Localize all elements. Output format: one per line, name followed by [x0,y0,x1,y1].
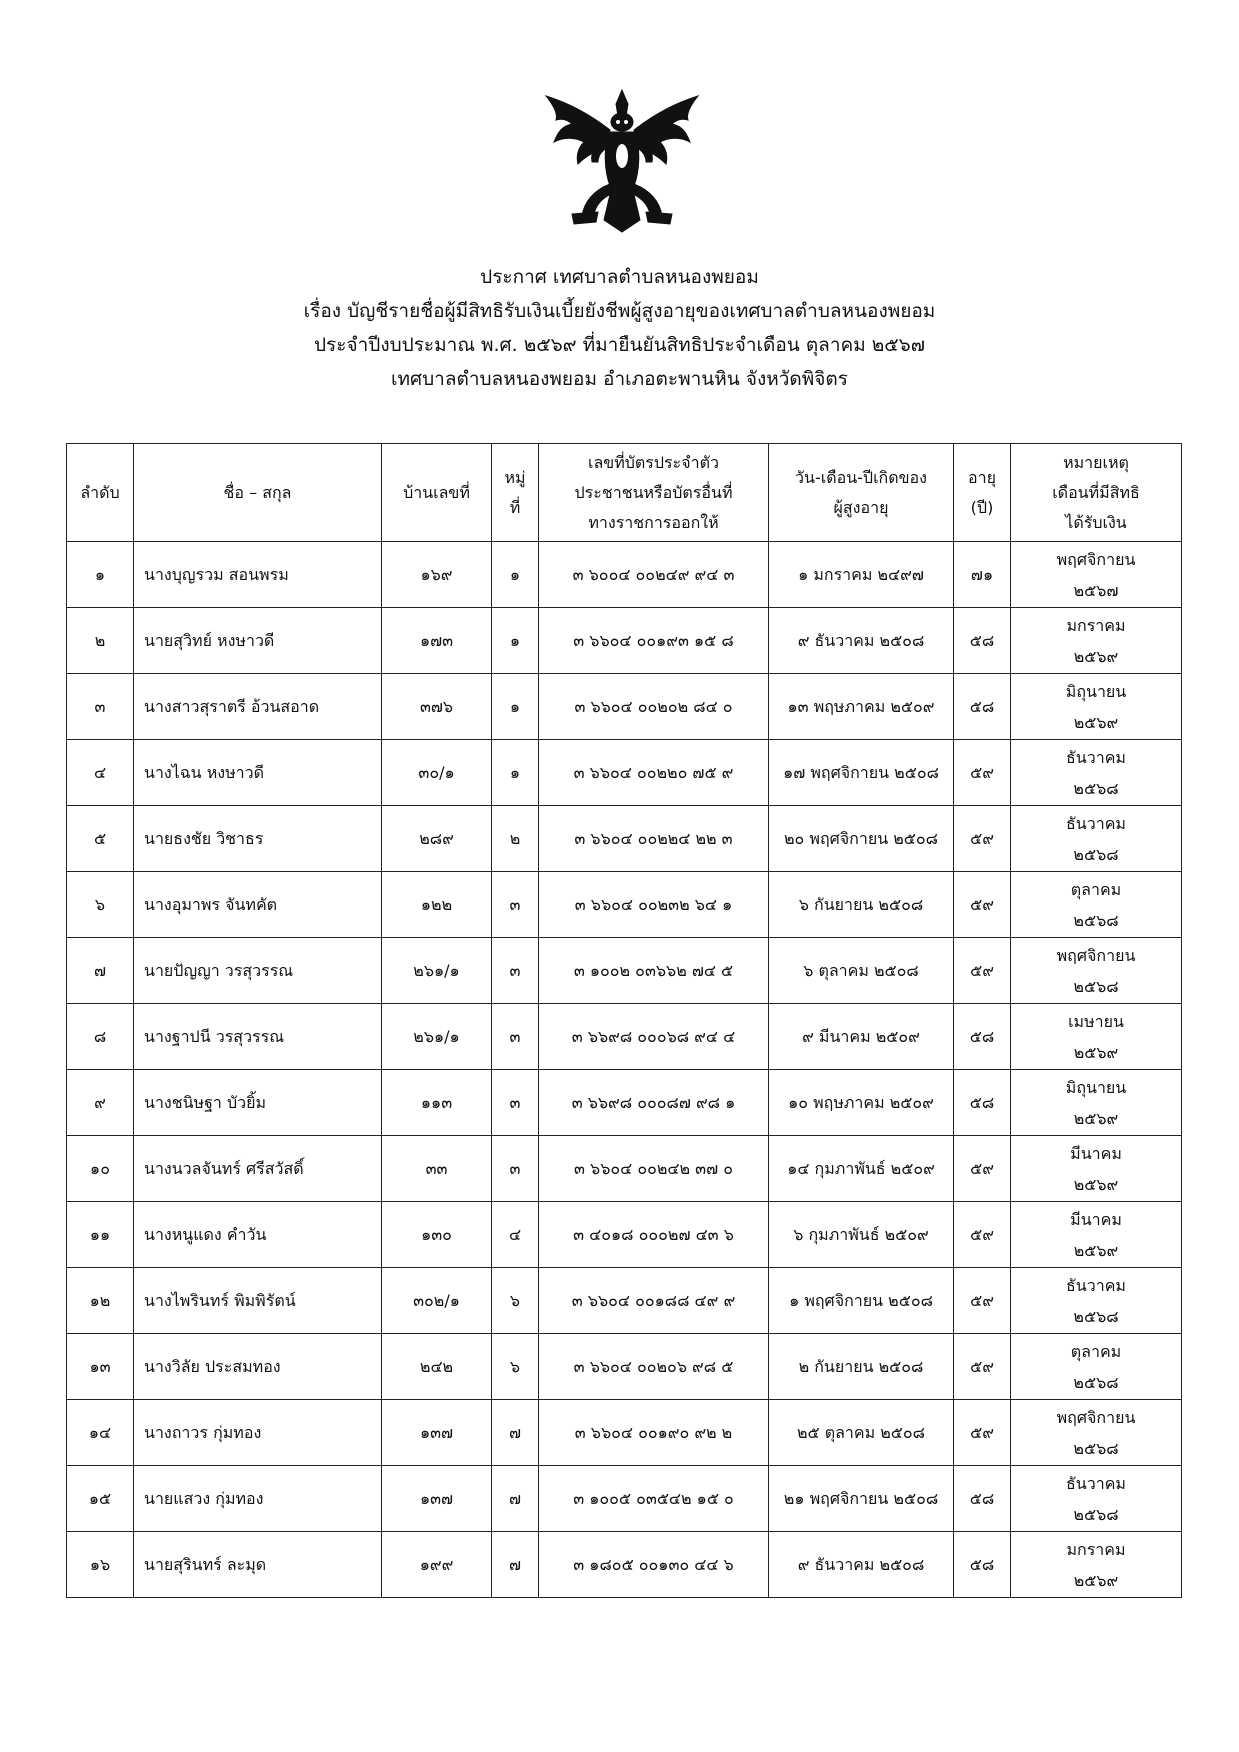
cell-age: ๕๘ [954,1532,1011,1598]
cell-moo: ๓ [492,872,539,938]
cell-seq: ๑๓ [67,1334,134,1400]
beneficiary-table [66,443,1182,1598]
cell-seq: ๑ [67,542,134,608]
cell-birth-date: ๒๕ ตุลาคม ๒๕๐๘ [769,1400,954,1466]
cell-name: นางไพรินทร์ พิมพิรัตน์ [134,1268,382,1334]
header-name: ชื่อ – สกุล [134,444,382,542]
cell-seq: ๑๕ [67,1466,134,1532]
cell-birth-date: ๑๗ พฤศจิกายน ๒๕๐๘ [769,740,954,806]
table-row [67,806,1182,872]
table-row [67,542,1182,608]
cell-id-card: ๓ ๖๖๙๘ ๐๐๐๖๘ ๙๔ ๔ [539,1004,769,1070]
cell-remark [1011,1070,1182,1136]
cell-seq: ๑๑ [67,1202,134,1268]
table-row [67,1268,1182,1334]
cell-house-number: ๑๓๗ [382,1400,492,1466]
cell-age: ๕๘ [954,1466,1011,1532]
remark-month: พฤศจิกายน [1056,1407,1136,1427]
table-row [67,740,1182,806]
table-body [67,542,1182,1598]
cell-name: นายปัญญา วรสุวรรณ [134,938,382,1004]
cell-house-number: ๒๖๑/๑ [382,1004,492,1070]
cell-birth-date: ๑๔ กุมภาพันธ์ ๒๕๐๙ [769,1136,954,1202]
cell-name: นายธงชัย วิชาธร [134,806,382,872]
cell-id-card: ๓ ๖๖๐๔ ๐๐๒๒๔ ๒๒ ๓ [539,806,769,872]
cell-birth-date: ๒๐ พฤศจิกายน ๒๕๐๘ [769,806,954,872]
cell-age: ๕๙ [954,1268,1011,1334]
table-header-row [67,444,1182,542]
cell-age: ๕๙ [954,1334,1011,1400]
remark-year: ๒๕๖๙ [1073,1174,1119,1194]
cell-age: ๕๙ [954,1202,1011,1268]
cell-remark [1011,1334,1182,1400]
announcement-subject: เรื่อง บัญชีรายชื่อผู้มีสิทธิรับเงินเบี้ยยังชีพผู้สูงอายุของเทศบาลตำบลหนองพยอม [303,300,936,322]
cell-birth-date: ๒ กันยายน ๒๕๐๘ [769,1334,954,1400]
cell-birth-date: ๙ ธันวาคม ๒๕๐๘ [769,1532,954,1598]
table-row [67,608,1182,674]
cell-moo: ๔ [492,1202,539,1268]
cell-remark [1011,1004,1182,1070]
cell-moo: ๓ [492,1136,539,1202]
cell-id-card: ๓ ๖๐๐๔ ๐๐๒๔๙ ๙๔ ๓ [539,542,769,608]
remark-year: ๒๕๖๘ [1073,976,1119,996]
cell-moo: ๓ [492,938,539,1004]
cell-age: ๕๙ [954,1136,1011,1202]
cell-birth-date: ๙ ธันวาคม ๒๕๐๘ [769,608,954,674]
cell-house-number: ๑๓๗ [382,1466,492,1532]
cell-birth-date: ๖ กันยายน ๒๕๐๘ [769,872,954,938]
remark-month: ธันวาคม [1066,1275,1126,1295]
cell-age: ๕๘ [954,608,1011,674]
cell-seq: ๒ [67,608,134,674]
remark-year: ๒๕๖๙ [1073,1240,1119,1260]
cell-moo: ๑ [492,608,539,674]
cell-moo: ๒ [492,806,539,872]
remark-month: มีนาคม [1070,1143,1122,1163]
cell-name: นางสาวสุราตรี อ้วนสอาด [134,674,382,740]
cell-house-number: ๒๖๑/๑ [382,938,492,1004]
cell-moo: ๓ [492,1070,539,1136]
cell-remark [1011,608,1182,674]
cell-age: ๗๑ [954,542,1011,608]
cell-moo: ๑ [492,740,539,806]
cell-id-card: ๓ ๖๖๐๔ ๐๐๒๐๖ ๙๘ ๕ [539,1334,769,1400]
cell-remark [1011,674,1182,740]
remark-year: ๒๕๖๙ [1073,1042,1119,1062]
cell-birth-date: ๙ มีนาคม ๒๕๐๙ [769,1004,954,1070]
table-row [67,1202,1182,1268]
header-moo: หมู่ ที่ [492,444,539,542]
cell-birth-date: ๒๑ พฤศจิกายน ๒๕๐๘ [769,1466,954,1532]
table-row [67,872,1182,938]
cell-seq: ๖ [67,872,134,938]
cell-remark [1011,1400,1182,1466]
cell-house-number: ๓๐๒/๑ [382,1268,492,1334]
cell-name: นางอุมาพร จันทคัต [134,872,382,938]
remark-month: ธันวาคม [1066,813,1126,833]
table-row [67,1334,1182,1400]
cell-remark [1011,872,1182,938]
cell-seq: ๙ [67,1070,134,1136]
cell-id-card: ๓ ๖๖๐๔ ๐๐๒๒๐ ๗๕ ๙ [539,740,769,806]
cell-seq: ๓ [67,674,134,740]
table-row [67,1466,1182,1532]
cell-house-number: ๑๖๙ [382,542,492,608]
header-idcard: เลขที่บัตรประจำตัว ประชาชนหรือบัตรอื่นที่ ทางราชการออกให้ [539,444,769,542]
cell-seq: ๑๒ [67,1268,134,1334]
cell-seq: ๕ [67,806,134,872]
remark-year: ๒๕๖๘ [1073,1504,1119,1524]
cell-age: ๕๘ [954,1070,1011,1136]
cell-moo: ๓ [492,1004,539,1070]
cell-name: นางชนิษฐา บัวยิ้ม [134,1070,382,1136]
cell-house-number: ๓๐/๑ [382,740,492,806]
cell-house-number: ๑๙๙ [382,1532,492,1598]
cell-id-card: ๓ ๑๐๐๒ ๐๓๖๖๒ ๗๔ ๕ [539,938,769,1004]
table-row [67,674,1182,740]
remark-year: ๒๕๖๙ [1073,712,1119,732]
cell-house-number: ๑๒๒ [382,872,492,938]
remark-month: มีนาคม [1070,1209,1122,1229]
cell-id-card: ๓ ๔๐๑๘ ๐๐๐๒๗ ๔๓ ๖ [539,1202,769,1268]
remark-year: ๒๕๖๘ [1073,910,1119,930]
cell-name: นางถาวร กุ่มทอง [134,1400,382,1466]
cell-seq: ๑๖ [67,1532,134,1598]
cell-remark [1011,1532,1182,1598]
cell-id-card: ๓ ๖๖๐๔ ๐๐๑๙๐ ๙๒ ๒ [539,1400,769,1466]
cell-moo: ๑ [492,542,539,608]
remark-year: ๒๕๖๘ [1073,844,1119,864]
announcement-heading [0,260,1239,396]
remark-month: ตุลาคม [1070,879,1122,899]
remark-month: พฤศจิกายน [1056,945,1136,965]
cell-house-number: ๓๓ [382,1136,492,1202]
table-row [67,1070,1182,1136]
header-house: บ้านเลขที่ [382,444,492,542]
cell-id-card: ๓ ๖๖๙๘ ๐๐๐๘๗ ๙๘ ๑ [539,1070,769,1136]
cell-birth-date: ๑ พฤศจิกายน ๒๕๐๘ [769,1268,954,1334]
cell-remark [1011,740,1182,806]
cell-remark [1011,1466,1182,1532]
cell-moo: ๑ [492,674,539,740]
cell-name: นางบุญรวม สอนพรม [134,542,382,608]
cell-birth-date: ๑๐ พฤษภาคม ๒๕๐๙ [769,1070,954,1136]
header-seq: ลำดับ [67,444,134,542]
remark-month: พฤศจิกายน [1056,549,1136,569]
cell-age: ๕๘ [954,674,1011,740]
cell-remark [1011,938,1182,1004]
remark-year: ๒๕๖๘ [1073,1306,1119,1326]
remark-month: ธันวาคม [1066,747,1126,767]
cell-name: นายสุรินทร์ ละมุด [134,1532,382,1598]
remark-month: เมษายน [1068,1011,1124,1031]
cell-id-card: ๓ ๖๖๐๔ ๐๐๒๓๒ ๖๔ ๑ [539,872,769,938]
remark-month: มิถุนายน [1065,681,1127,701]
cell-remark [1011,1202,1182,1268]
cell-birth-date: ๑๓ พฤษภาคม ๒๕๐๙ [769,674,954,740]
cell-age: ๕๙ [954,1400,1011,1466]
cell-age: ๕๙ [954,938,1011,1004]
cell-name: นางวิลัย ประสมทอง [134,1334,382,1400]
cell-name: นางนวลจันทร์ ศรีสวัสดิ์ [134,1136,382,1202]
table-row [67,938,1182,1004]
cell-birth-date: ๑ มกราคม ๒๔๙๗ [769,542,954,608]
cell-id-card: ๓ ๖๖๐๔ ๐๐๒๔๒ ๓๗ ๐ [539,1136,769,1202]
garuda-emblem-icon [532,86,712,238]
cell-remark [1011,806,1182,872]
table-row [67,1136,1182,1202]
cell-id-card: ๓ ๖๖๐๔ ๐๐๑๙๓ ๑๕ ๘ [539,608,769,674]
cell-seq: ๘ [67,1004,134,1070]
cell-name: นางหนูแดง คำวัน [134,1202,382,1268]
cell-id-card: ๓ ๖๖๐๔ ๐๐๑๘๘ ๔๙ ๙ [539,1268,769,1334]
cell-moo: ๗ [492,1466,539,1532]
remark-month: มกราคม [1066,615,1126,635]
remark-month: มิถุนายน [1065,1077,1127,1097]
remark-year: ๒๕๖๘ [1073,1372,1119,1392]
header-age: อายุ (ปี) [954,444,1011,542]
cell-house-number: ๑๓๐ [382,1202,492,1268]
table-row [67,1532,1182,1598]
cell-house-number: ๒๘๙ [382,806,492,872]
cell-house-number: ๒๔๒ [382,1334,492,1400]
cell-remark [1011,1268,1182,1334]
cell-age: ๕๙ [954,806,1011,872]
cell-age: ๕๘ [954,1004,1011,1070]
cell-house-number: ๑๗๓ [382,608,492,674]
remark-year: ๒๕๖๙ [1073,646,1119,666]
cell-seq: ๑๐ [67,1136,134,1202]
cell-house-number: ๓๗๖ [382,674,492,740]
cell-name: นางฐาปนี วรสุวรรณ [134,1004,382,1070]
cell-id-card: ๓ ๖๖๐๔ ๐๐๒๐๒ ๘๔ ๐ [539,674,769,740]
header-remark: หมายเหตุ เดือนที่มีสิทธิ ได้รับเงิน [1011,444,1182,542]
cell-moo: ๖ [492,1268,539,1334]
remark-year: ๒๕๖๘ [1073,778,1119,798]
cell-moo: ๖ [492,1334,539,1400]
cell-age: ๕๙ [954,740,1011,806]
remark-month: ตุลาคม [1070,1341,1122,1361]
cell-seq: ๑๔ [67,1400,134,1466]
remark-month: ธันวาคม [1066,1473,1126,1493]
cell-remark [1011,1136,1182,1202]
cell-birth-date: ๖ กุมภาพันธ์ ๒๕๐๙ [769,1202,954,1268]
remark-year: ๒๕๖๘ [1073,1438,1119,1458]
remark-year: ๒๕๖๗ [1073,580,1119,600]
cell-house-number: ๑๑๓ [382,1070,492,1136]
remark-month: มกราคม [1066,1539,1126,1559]
cell-id-card: ๓ ๑๘๐๕ ๐๐๑๓๐ ๔๔ ๖ [539,1532,769,1598]
announcement-title: ประกาศ เทศบาลตำบลหนองพยอม [480,266,759,288]
cell-age: ๕๙ [954,872,1011,938]
cell-moo: ๗ [492,1532,539,1598]
cell-moo: ๗ [492,1400,539,1466]
cell-name: นายสุวิทย์ หงษาวดี [134,608,382,674]
cell-id-card: ๓ ๑๐๐๕ ๐๓๕๔๒ ๑๕ ๐ [539,1466,769,1532]
cell-name: นางไฉน หงษาวดี [134,740,382,806]
cell-birth-date: ๖ ตุลาคม ๒๕๐๘ [769,938,954,1004]
cell-seq: ๗ [67,938,134,1004]
announcement-period: ประจำปีงบประมาณ พ.ศ. ๒๕๖๙ ที่มายืนยันสิทธิประจำเดือน ตุลาคม ๒๕๖๗ [313,334,926,356]
header-dob: วัน-เดือน-ปีเกิดของ ผู้สูงอายุ [769,444,954,542]
cell-seq: ๔ [67,740,134,806]
remark-year: ๒๕๖๙ [1073,1108,1119,1128]
cell-name: นายแสวง กุ่มทอง [134,1466,382,1532]
cell-remark [1011,542,1182,608]
remark-year: ๒๕๖๙ [1073,1570,1119,1590]
table-row [67,1400,1182,1466]
announcement-location: เทศบาลตำบลหนองพยอม อำเภอตะพานหิน จังหวัดพิจิตร [391,368,848,390]
table-row [67,1004,1182,1070]
